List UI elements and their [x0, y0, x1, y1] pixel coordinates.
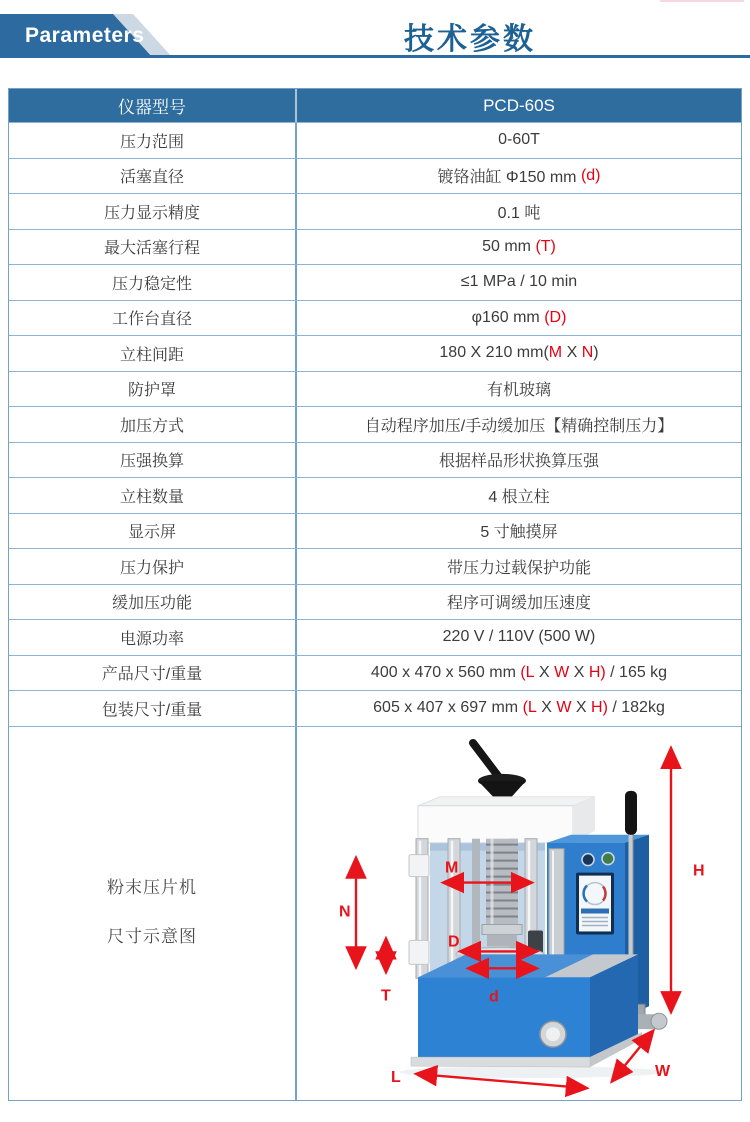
value-cell	[297, 691, 741, 726]
value-segment-red: (d)	[580, 166, 601, 184]
table-row	[9, 122, 741, 158]
value-segment: 镀铬油缸 Φ150 mm	[437, 169, 581, 187]
table-row	[9, 442, 741, 478]
dimension-label-D: D	[448, 932, 460, 950]
param-cell: 工作台直径	[9, 301, 297, 336]
value-cell	[297, 585, 741, 620]
param-cell: 产品尺寸/重量	[9, 656, 297, 691]
param-cell: 显示屏	[9, 514, 297, 549]
param-cell: 活塞直径	[9, 159, 297, 194]
diagram-caption	[9, 727, 297, 1100]
value-segment: X	[571, 699, 592, 717]
value-segment: 有机玻璃	[486, 382, 551, 400]
header-value-cell: PCD-60S	[483, 95, 555, 115]
dimension-label-M: M	[445, 859, 459, 877]
page-header	[0, 14, 750, 57]
diagram-caption-line1: 粉末压片机	[107, 877, 197, 897]
value-cell	[297, 443, 741, 478]
value-segment-red: N	[581, 344, 594, 362]
value-segment: / 165 kg	[605, 663, 668, 681]
table-row	[9, 619, 741, 655]
table-row	[9, 335, 741, 371]
param-cell: 压力显示精度	[9, 194, 297, 229]
machine-base	[418, 977, 590, 1057]
header-divider-line	[0, 55, 750, 58]
table-header-row	[9, 89, 741, 122]
spec-table	[8, 88, 742, 1101]
value-cell	[297, 159, 741, 194]
value-cell	[297, 549, 741, 584]
dimension-label-T: T	[381, 986, 391, 1004]
value-segment: 220 V / 110V (500 W)	[442, 628, 596, 646]
value-segment-red: W	[554, 663, 570, 681]
press-handle-rod	[473, 742, 498, 775]
ribbon-label: Parameters	[25, 24, 145, 47]
param-cell: 最大活塞行程	[9, 230, 297, 265]
value-segment: 带压力过载保护功能	[446, 559, 591, 577]
decorative-pink-strip	[660, 0, 744, 2]
press-top-block	[418, 805, 573, 842]
value-segment-red: (L	[520, 663, 535, 681]
param-cell: 加压方式	[9, 407, 297, 442]
value-segment: 0-60T	[498, 131, 540, 149]
table-row	[9, 690, 741, 726]
value-segment: 自动程序加压/手动缓加压【精确控制压力】	[364, 417, 674, 435]
value-segment-red: (D)	[544, 308, 567, 326]
table-row	[9, 193, 741, 229]
value-segment: 400 x 470 x 560 mm	[370, 663, 521, 681]
diagram-caption-line2: 尺寸示意图	[107, 926, 197, 946]
table-row	[9, 371, 741, 407]
param-cell: 缓加压功能	[9, 585, 297, 620]
table-row	[9, 300, 741, 336]
value-cell	[297, 514, 741, 549]
table-row	[9, 513, 741, 549]
dimension-label-N: N	[339, 903, 351, 920]
value-segment-red: H)	[591, 699, 608, 717]
param-cell: 防护罩	[9, 372, 297, 407]
param-cell: 立柱间距	[9, 336, 297, 371]
param-cell: 压力稳定性	[9, 265, 297, 300]
param-cell: 压强换算	[9, 443, 297, 478]
value-segment: X	[562, 344, 582, 362]
press-machine-illustration	[400, 742, 667, 1077]
value-cell	[297, 620, 741, 655]
value-segment: )	[593, 344, 599, 362]
table-row	[9, 406, 741, 442]
dimension-label-W: W	[655, 1062, 671, 1080]
page-title: 技术参数	[404, 22, 536, 56]
diagram-row	[9, 726, 741, 1100]
value-segment: 根据样品形状换算压强	[438, 453, 599, 471]
value-cell	[297, 123, 741, 158]
diagram-image-cell	[297, 727, 741, 1100]
table-row	[9, 477, 741, 513]
value-segment-red: H)	[588, 663, 606, 681]
table-row	[9, 584, 741, 620]
value-segment: 程序可调缓加压速度	[446, 595, 591, 613]
indicator-light	[602, 852, 614, 864]
value-segment-red: (T)	[535, 237, 556, 255]
value-segment: ≤1 MPa / 10 min	[460, 273, 578, 291]
value-segment: 4 根立柱	[488, 488, 550, 506]
dimension-label-d: d	[489, 987, 499, 1005]
value-segment: / 182kg	[607, 699, 665, 717]
value-segment: 605 x 407 x 697 mm	[373, 699, 523, 717]
value-segment: 50 mm	[482, 237, 536, 255]
value-segment: X	[534, 663, 555, 681]
value-cell	[297, 656, 741, 691]
value-segment-red: W	[556, 699, 572, 717]
value-cell	[297, 336, 741, 371]
value-segment: X	[569, 663, 589, 681]
param-cell: 压力保护	[9, 549, 297, 584]
table-body	[9, 122, 741, 726]
value-segment: 5 寸触摸屏	[480, 524, 558, 542]
table-row	[9, 655, 741, 691]
value-segment: X	[536, 699, 557, 717]
header-param-cell: 仪器型号	[9, 89, 297, 122]
value-cell	[297, 265, 741, 300]
value-segment: 0.1 吨	[497, 204, 541, 222]
param-cell: 包装尺寸/重量	[9, 691, 297, 726]
dimension-label-L: L	[391, 1068, 401, 1086]
value-segment-red: (L	[522, 699, 537, 717]
value-segment-red: M	[548, 344, 563, 362]
table-row	[9, 264, 741, 300]
value-cell	[297, 194, 741, 229]
table-row	[9, 229, 741, 265]
value-cell	[297, 301, 741, 336]
table-row	[9, 158, 741, 194]
value-segment: φ160 mm	[471, 308, 545, 326]
indicator-light	[582, 853, 594, 865]
param-cell: 立柱数量	[9, 478, 297, 513]
value-segment: 180 X 210 mm(	[439, 344, 549, 362]
value-cell	[297, 230, 741, 265]
dimension-label-H: H	[693, 862, 705, 880]
param-cell: 电源功率	[9, 620, 297, 655]
table-row	[9, 548, 741, 584]
param-cell: 压力范围	[9, 123, 297, 158]
value-cell	[297, 407, 741, 442]
value-cell	[297, 478, 741, 513]
machine-dimension-diagram	[297, 727, 741, 1100]
value-cell	[297, 372, 741, 407]
